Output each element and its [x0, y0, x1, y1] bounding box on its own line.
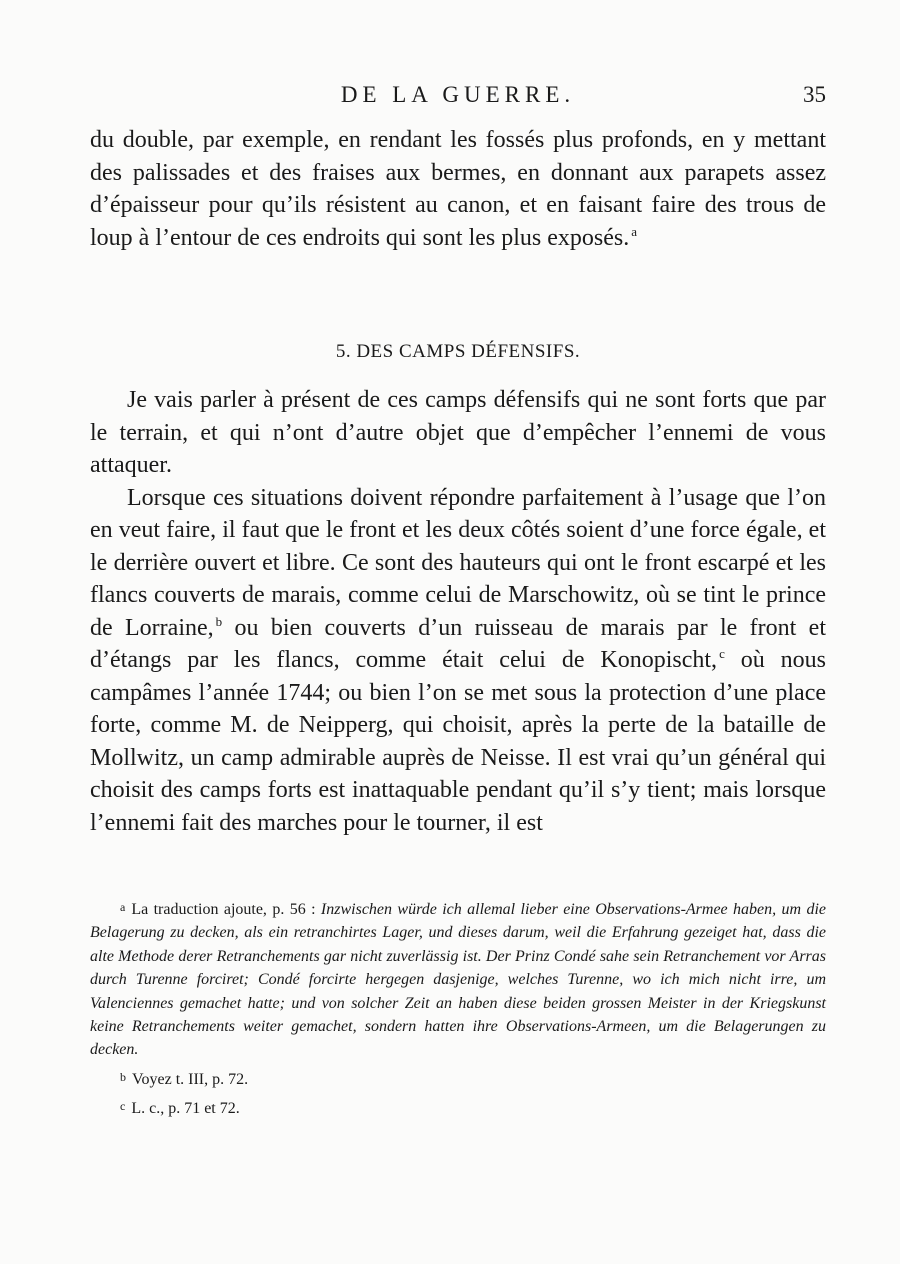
paragraph-camps-situations — [90, 482, 826, 840]
continued-paragraph-text: du double, par exemple, en rendant les fossés plus profonds, en y mettant des palissades et des fraises aux bermes, en donnant aux parapets assez d’épaisseur pour qu’ils résistent au canon, et en faisant faire des trous de loup à l’entour de ces endroits qui sont les plus exposés. — [90, 127, 826, 251]
running-head — [90, 80, 826, 110]
footnote-reference-c: c — [719, 646, 725, 661]
footnote-reference-a: a — [631, 223, 638, 239]
page-number: 35 — [803, 82, 826, 107]
section-body — [90, 384, 826, 839]
paragraph-text-part: où nous campâmes l’année 1744; ou bien l’on se met sous la protection d’une place forte, comme M. de Neipperg, qui choisit, après la perte de la bataille de Mollwitz, un camp admirable auprès de Neisse. Il est vrai qu’un général qui choisit des camps forts est inattaquable pendant qu’il s’y tient; mais lorsque l’ennemi fait des marches pour le tourner, il est — [90, 647, 826, 836]
footnote-c-text: L. c., p. 71 et 72. — [131, 1100, 240, 1118]
footnotes — [90, 896, 826, 1121]
paragraph-camps-intro: Je vais parler à présent de ces camps défensifs qui ne sont forts que par le terrain, et qui n’ont d’autre objet que d’empêcher l’ennemi de vous attaquer. — [90, 387, 826, 478]
section-heading: 5. DES CAMPS DÉFENSIFS. — [335, 341, 581, 362]
footnote-a-german-quote: Inzwischen würde ich allemal lieber eine Observations-Armee haben, um die Belagerung zu decken, als ein retranchirtes Lager, und dieses darum, weil die Erfahrung gezeiget hat, dass die alte Methode derer Retranchements gar nicht zuverlässig ist. Der Prinz Condé sahe sein Retranchement vor Arras durch Turenne forciret; Condé forcirte hergegen dasjenige, welches Turenne, wo ich mich nicht irre, um Valenciennes gemachet hatte; und von solcher Zeit an haben diese beiden grossen Meister in der Kriegskunst keine Retranchements weiter gemachet, sondern hatten ihre Observations-Armeen, um die Belagerungen zu decken. — [90, 901, 827, 1059]
continued-paragraph-block — [90, 124, 826, 254]
footnote-a-intro: La traduction ajoute, p. 56 : — [131, 901, 321, 918]
paragraph-text-part: Lorsque ces situations doivent répondre parfaitement à l’usage que l’on en veut faire, il faut que le front et les deux côtés soient d’une force égale, et le derrière ouvert et libre. Ce sont des hauteurs qui ont le front escarpé et les flancs couverts de marais, comme celui de Marschowitz, où se tint le prince de Lorraine, — [90, 484, 826, 641]
footnote-b — [90, 1066, 826, 1091]
running-title: DE LA GUERRE. — [340, 82, 576, 107]
footnote-a — [90, 896, 826, 1062]
continued-paragraph — [90, 124, 826, 254]
footnote-b-text: Voyez t. III, p. 72. — [132, 1070, 249, 1088]
footnote-mark-a: a — [120, 900, 126, 914]
footnote-c — [90, 1095, 826, 1120]
footnote-reference-b: b — [215, 613, 223, 629]
footnote-mark-c: c — [120, 1099, 126, 1114]
footnote-mark-b: b — [120, 1069, 126, 1084]
paragraph-text-part: ou bien couverts d’un ruisseau de marais par le front et d’étangs par les flancs, comme était celui de Konopischt, — [90, 614, 826, 673]
